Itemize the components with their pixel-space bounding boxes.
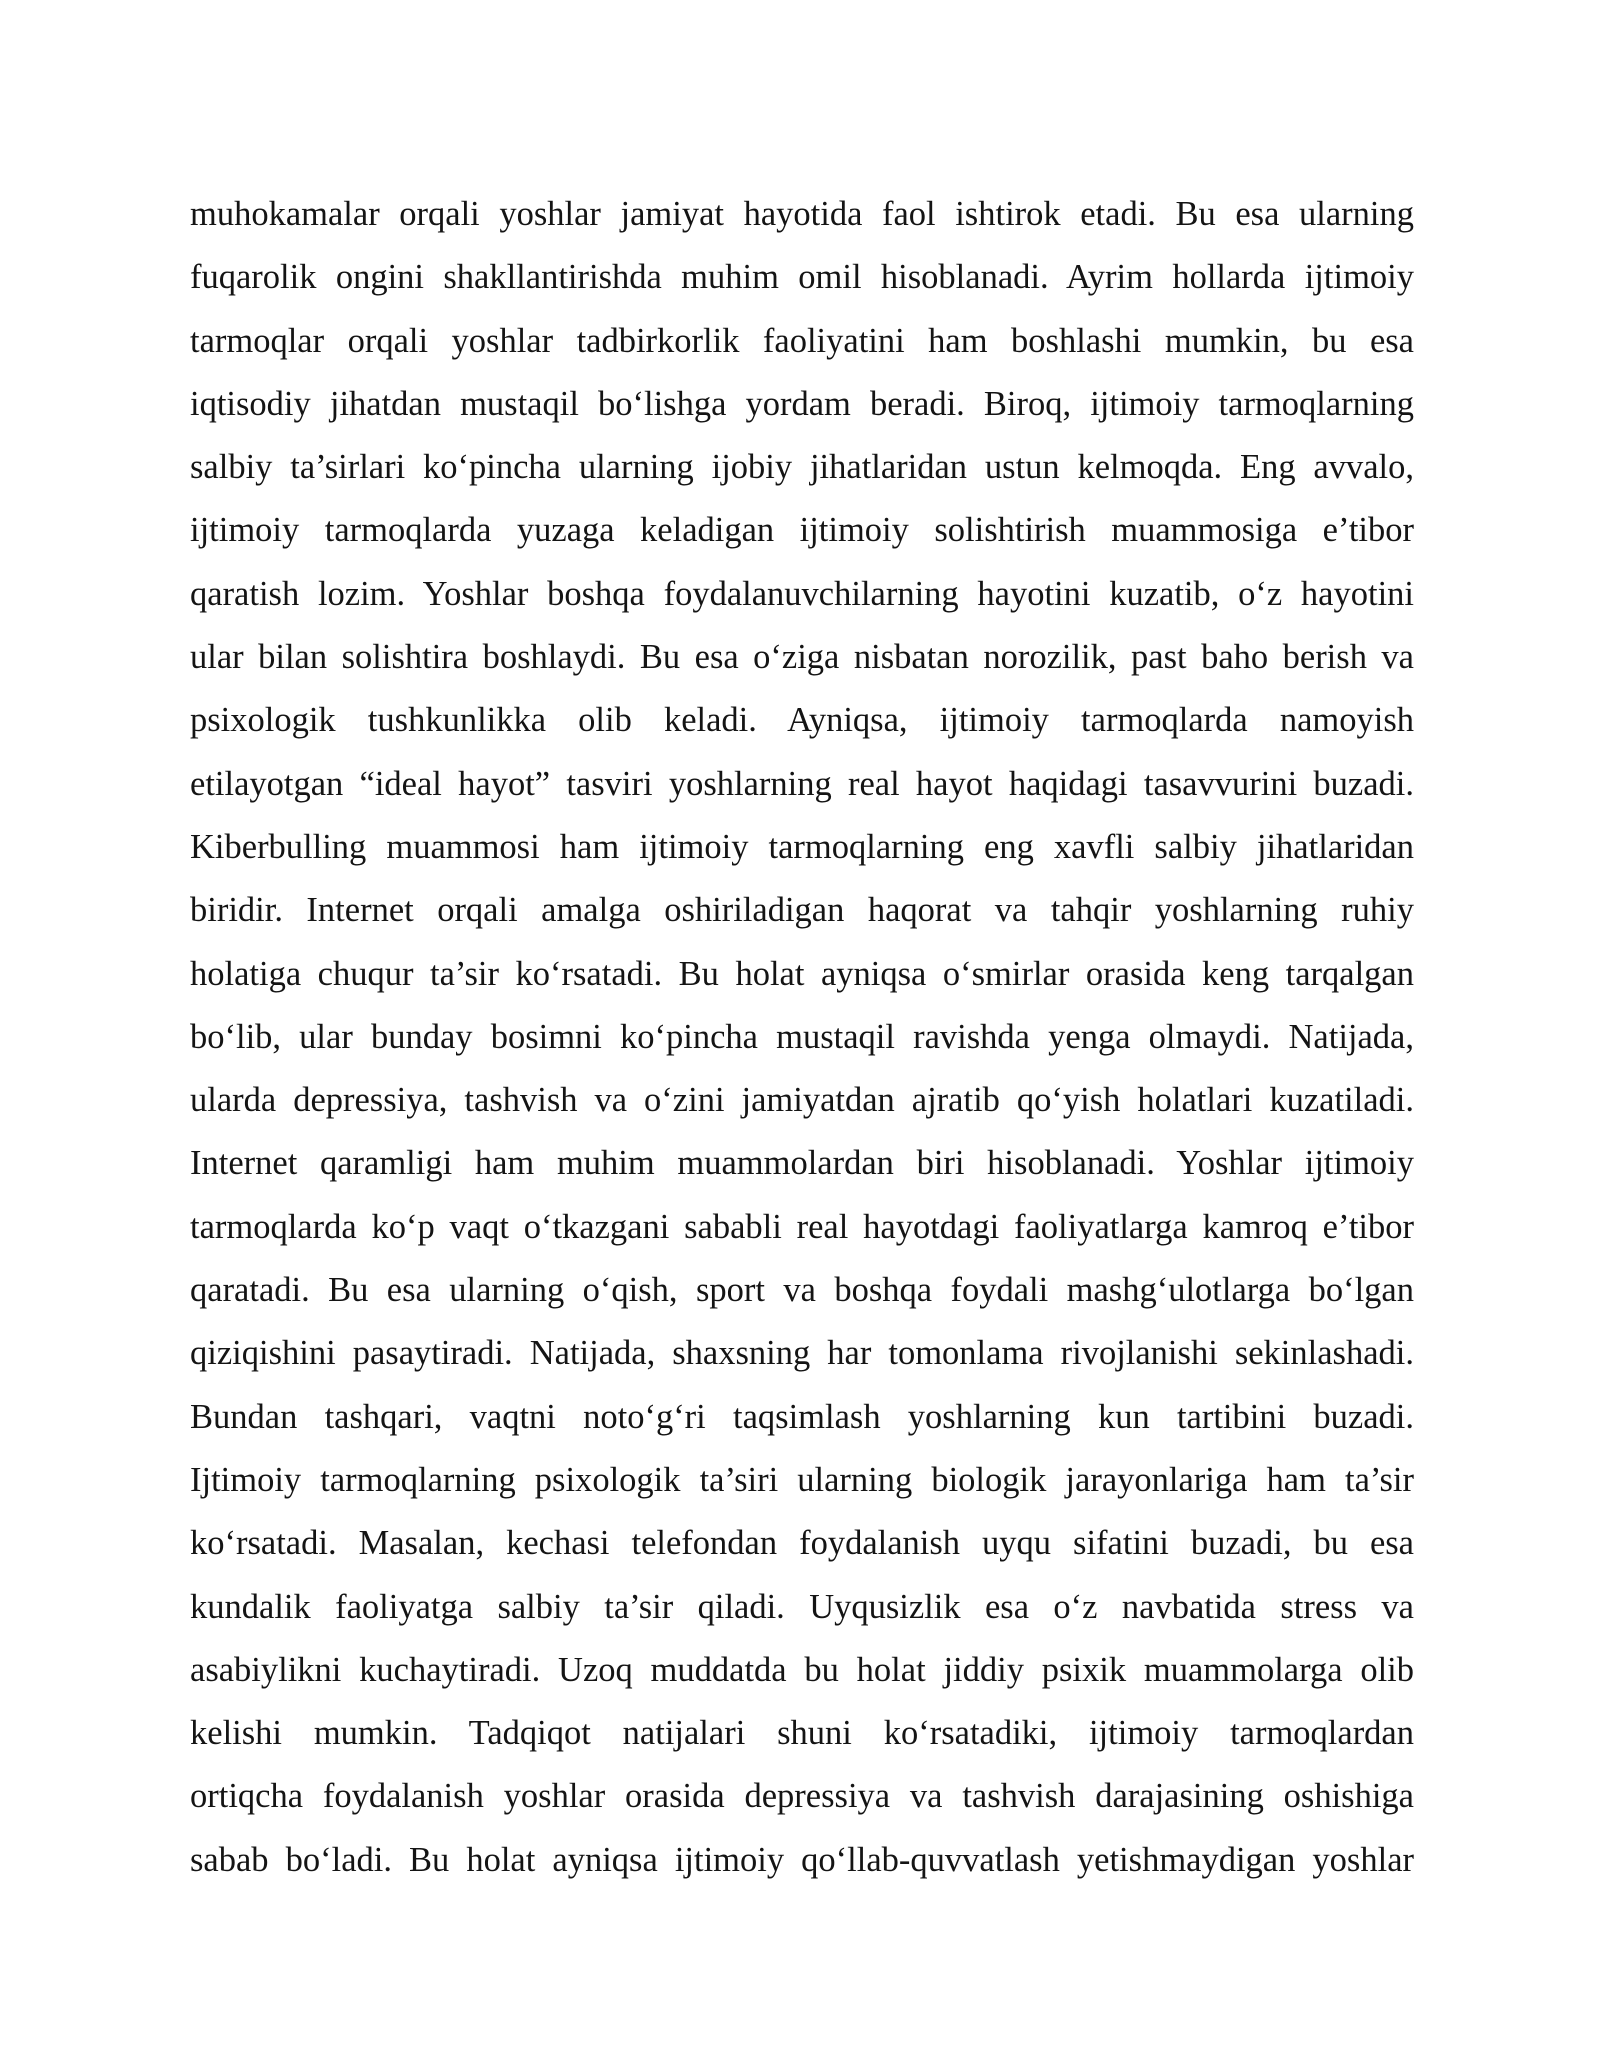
text-line: etilayotgan “ideal hayot” tasviri yoshlarning real hayot haqidagi tasavvurini buzadi.	[190, 764, 1414, 803]
text-line: bo‘lib, ular bunday bosimni ko‘pincha mustaqil ravishda yenga olmaydi. Natijada,	[190, 1017, 1414, 1056]
text-line: psixologik tushkunlikka olib keladi. Ayniqsa, ijtimoiy tarmoqlarda namoyish	[190, 701, 1414, 740]
text-line: asabiylikni kuchaytiradi. Uzoq muddatda bu holat jiddiy psixik muammolarga olib	[190, 1650, 1414, 1689]
text-line: Kiberbulling muammosi ham ijtimoiy tarmoqlarning eng xavfli salbiy jihatlaridan	[190, 827, 1414, 866]
text-line: qiziqishini pasaytiradi. Natijada, shaxsning har tomonlama rivojlanishi sekinlashadi.	[190, 1334, 1414, 1373]
text-line: kelishi mumkin. Tadqiqot natijalari shuni ko‘rsatadiki, ijtimoiy tarmoqlardan	[190, 1714, 1414, 1753]
text-line: Ijtimoiy tarmoqlarning psixologik ta’siri ularning biologik jarayonlariga ham ta’sir	[190, 1460, 1414, 1499]
text-line: tarmoqlarda ko‘p vaqt o‘tkazgani sababli real hayotdagi faoliyatlarga kamroq e’tibor	[190, 1207, 1414, 1246]
text-line: Internet qaramligi ham muhim muammolardan biri hisoblanadi. Yoshlar ijtimoiy	[190, 1144, 1414, 1183]
text-line: Bundan tashqari, vaqtni noto‘g‘ri taqsimlash yoshlarning kun tartibini buzadi.	[190, 1397, 1414, 1436]
text-line: fuqarolik ongini shakllantirishda muhim omil hisoblanadi. Ayrim hollarda ijtimoiy	[190, 258, 1414, 297]
text-line: ularda depressiya, tashvish va o‘zini jamiyatdan ajratib qo‘yish holatlari kuzatiladi.	[190, 1081, 1414, 1120]
text-line: tarmoqlar orqali yoshlar tadbirkorlik faoliyatini ham boshlashi mumkin, bu esa	[190, 321, 1414, 360]
text-line: kundalik faoliyatga salbiy ta’sir qiladi. Uyqusizlik esa o‘z navbatida stress va	[190, 1587, 1414, 1626]
text-line: biridir. Internet orqali amalga oshiriladigan haqorat va tahqir yoshlarning ruhiy	[190, 891, 1414, 930]
text-line: iqtisodiy jihatdan mustaqil bo‘lishga yordam beradi. Biroq, ijtimoiy tarmoqlarning	[190, 384, 1414, 423]
text-line: qaratish lozim. Yoshlar boshqa foydalanuvchilarning hayotini kuzatib, o‘z hayotini	[190, 574, 1414, 613]
text-line: qaratadi. Bu esa ularning o‘qish, sport va boshqa foydali mashg‘ulotlarga bo‘lgan	[190, 1271, 1414, 1310]
text-line: ular bilan solishtira boshlaydi. Bu esa o‘ziga nisbatan norozilik, past baho berish va	[190, 638, 1414, 677]
text-line: ortiqcha foydalanish yoshlar orasida depressiya va tashvish darajasining oshishiga	[190, 1777, 1414, 1816]
text-line: ko‘rsatadi. Masalan, kechasi telefondan foydalanish uyqu sifatini buzadi, bu esa	[190, 1524, 1414, 1563]
body-paragraph	[190, 183, 1414, 1892]
text-line: ijtimoiy tarmoqlarda yuzaga keladigan ijtimoiy solishtirish muammosiga e’tibor	[190, 511, 1414, 550]
text-line: muhokamalar orqali yoshlar jamiyat hayotida faol ishtirok etadi. Bu esa ularning	[190, 195, 1414, 233]
text-line: sabab bo‘ladi. Bu holat ayniqsa ijtimoiy qo‘llab-quvvatlash yetishmaydigan yoshlar	[190, 1840, 1414, 1879]
text-line: salbiy ta’sirlari ko‘pincha ularning ijobiy jihatlaridan ustun kelmoqda. Eng avvalo,	[190, 448, 1414, 487]
text-line: holatiga chuqur ta’sir ko‘rsatadi. Bu holat ayniqsa o‘smirlar orasida keng tarqalgan	[190, 954, 1414, 993]
